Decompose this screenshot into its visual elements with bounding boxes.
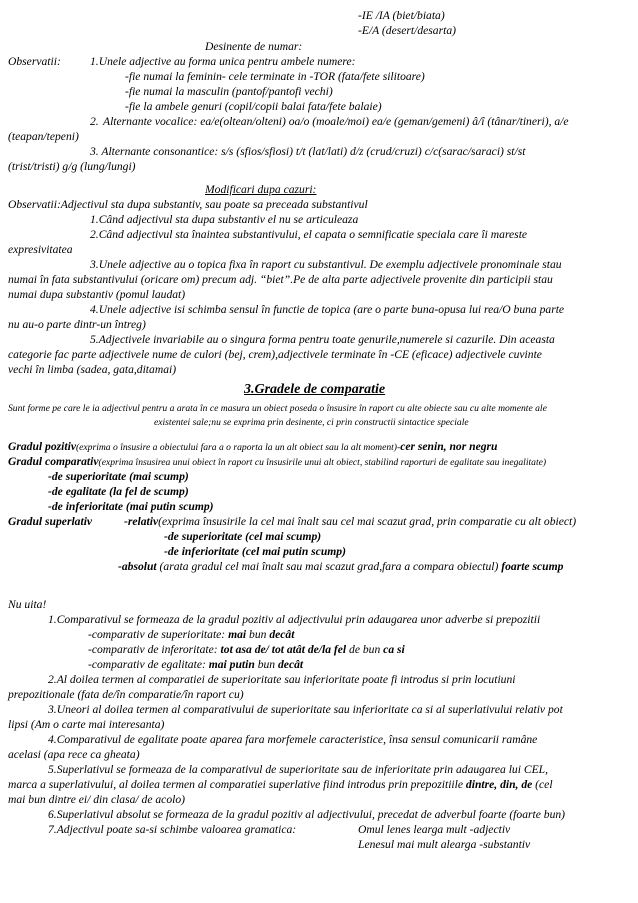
comp-inferioritate-text: -de inferioritate (mai putin scump) (48, 500, 214, 513)
caz-line-5: 5.Adjectivele invariabile au o singura forma pentru toate genurile,numerele si cazurile. Din aceasta (90, 333, 555, 346)
note-7-example-2: Lenesul mai mult alearga -substantiv (358, 838, 531, 851)
section-title: 3.Gradele de comparatie (244, 382, 386, 397)
note-7-example-1: Omul lenes learga mult -adjectiv (358, 823, 511, 836)
note-5-cont2: mai bun dintre ei/ din clasa/ de acolo) (8, 793, 185, 806)
note-1c (88, 658, 303, 672)
comp-superioritate-text: -de superioritate (mai scump) (48, 470, 189, 483)
definition-line-2: existentei sale;nu se exprima prin desinente, ci prin constructii sintactice speciale (154, 417, 469, 428)
caz-line-4-cont: nu au-o parte dintr-un întreg) (8, 318, 146, 331)
sup-rel-superioritate (164, 530, 321, 544)
note-5-cont1-post: (cel (532, 778, 553, 791)
sup-rel-superioritate-text: -de superioritate (cel mai scump) (164, 530, 322, 543)
note-5: 5.Superlativul se formeaza de la comparativul de superioritate sau de inferioritate prin adaugarea lui CEL, (48, 763, 548, 776)
note-1c-bold1: mai putin (208, 658, 255, 671)
line-ea: -E/A (desert/desarta) (358, 24, 456, 37)
note-1b (88, 643, 405, 657)
note-1a-pre: -comparativ de superioritate: (88, 628, 229, 641)
grad-comparativ (8, 455, 546, 470)
caz-line-3-cont2: numai dupa substantiv (pomul laudat) (8, 288, 186, 301)
definition-line-1: Sunt forme pe care le ia adjectivul pentru a arata în ce masura un obiect poseda o însusire în raport cu alte obiecte sau cu alte momente ale (8, 403, 547, 414)
note-5-prepositions: dintre, din, de (465, 778, 533, 791)
note-4-cont: acelasi (apa rece ca gheata) (8, 748, 140, 761)
obs-line-1: 1.Unele adjective au forma unica pentru ambele numere: (90, 55, 356, 68)
obs-line-3-cont: (trist/tristi) g/g (lung/lungi) (8, 160, 136, 173)
obs-line-2: Alternante vocalice: ea/e(oltean/olteni) oa/o (moale/moi) ea/e (geman/gemeni) â/î (tânar/tineri), a/e (103, 115, 569, 128)
note-1b-pre: -comparativ de inferoritate: (88, 643, 221, 656)
note-1b-bold2: ca si (383, 643, 405, 656)
caz-line-3-cont1: numai în fata substantivului (oricare om) precum adj. “biet”.Pe de alta parte adjectivele provenite din participii stau (8, 273, 553, 286)
caz-line-3: 3.Unele adjective au o topica fixa în raport cu substantivul. De exemplu adjectivele pronominale stau (90, 258, 562, 271)
superlativ-relativ-label: -relativ (124, 515, 159, 528)
label-observatii: Observatii: (8, 55, 61, 68)
sup-rel-inferioritate (164, 545, 346, 559)
comp-egalitate (48, 485, 189, 499)
obs-line-1c: -fie la ambele genuri (copil/copii balai fata/fete balaie) (125, 100, 382, 113)
obs-line-3: 3. Alternante consonantice: s/s (sfios/sfiosi) t/t (lat/lati) d/z (crud/cruzi) c/c(sarac/saraci) st/st (90, 145, 526, 158)
grad-pozitiv (8, 440, 497, 455)
grad-pozitiv-desc: (exprima o însusire a obiectului fara a o raporta la un alt obiect sau la alt moment)- (75, 442, 401, 453)
grad-pozitiv-example: cer senin, nor negru (400, 440, 498, 453)
superlativ-absolut (118, 560, 563, 574)
note-1c-pre: -comparativ de egalitate: (88, 658, 209, 671)
heading-modificari: Modificari dupa cazuri: (205, 183, 317, 196)
note-1b-mid: de bun (346, 643, 384, 656)
caz-line-2: 2.Când adjectivul sta înaintea substantivului, el capata o semnificatie speciala care îi mareste (90, 228, 528, 241)
sup-rel-inferioritate-text: -de inferioritate (cel mai putin scump) (164, 545, 346, 558)
note-1c-mid: bun (254, 658, 278, 671)
note-1a (88, 628, 294, 642)
obs-line-2-number: 2. (90, 115, 99, 128)
grad-superlativ-label: Gradul superlativ (8, 515, 93, 528)
superlativ-absolut-desc: (arata gradul cel mai înalt sau mai scazut grad,fara a compara obiectul) (156, 560, 502, 573)
note-1b-bold1: tot asa de/ tot atât de/la fel (220, 643, 347, 656)
line-ie: -IE /IA (biet/biata) (358, 9, 445, 22)
note-5-cont1 (8, 778, 553, 792)
note-1c-bold2: decât (278, 658, 304, 671)
note-1a-bold1: mai (228, 628, 247, 641)
grad-comparativ-label: Gradul comparativ (8, 455, 99, 468)
heading-desinente: Desinente de numar: (205, 40, 303, 53)
obs-line-1a: -fie numai la feminin- cele terminate in -TOR (fata/fete silitoare) (125, 70, 425, 83)
caz-line-4: 4.Unele adjective isi schimba sensul în functie de topica (are o parte buna-opusa lui rea/O buna parte (90, 303, 565, 316)
obs-line-1b: -fie numai la masculin (pantof/pantofi vechi) (125, 85, 333, 98)
caz-line-5-cont1: categorie fac parte adjectivele nume de culori (bej, crem),adjectivele terminate în -CE (eficace) adjectivele cuvinte (8, 348, 542, 361)
caz-line-1: 1.Când adjectivul sta dupa substantiv el nu se articuleaza (90, 213, 359, 226)
obs-line-2-cont: (teapan/tepeni) (8, 130, 79, 143)
comp-egalitate-text: -de egalitate (la fel de scump) (48, 485, 189, 498)
superlativ-absolut-example: foarte scump (501, 560, 564, 573)
note-3: 3.Uneori al doilea termen al comparativului de superioritate sau inferioritate ca si al superlativului relativ pot (48, 703, 563, 716)
note-1a-mid: bun (246, 628, 270, 641)
superlativ-relativ (124, 515, 576, 529)
comp-inferioritate (48, 500, 214, 514)
note-7: 7.Adjectivul poate sa-si schimbe valoarea gramatica: (48, 823, 297, 836)
caz-line-2-cont: expresivitatea (8, 243, 73, 256)
grad-superlativ (8, 515, 92, 529)
note-3-cont: lipsi (Am o carte mai interesanta) (8, 718, 165, 731)
superlativ-relativ-desc: (exprima însusirile la cel mai înalt sau cel mai scazut grad, prin comparatie cu alt obiect) (158, 515, 577, 528)
grad-comparativ-desc: (exprima însusirea unui obiect în raport cu însusirile unui alt obiect, stabilind raporturi de egalitate sau inegalitate) (98, 457, 547, 468)
caz-observatii: Observatii:Adjectivul sta dupa substantiv, sau poate sa preceada substantivul (8, 198, 368, 211)
superlativ-absolut-label: -absolut (118, 560, 157, 573)
note-2: 2.Al doilea termen al comparatiei de superioritate sau inferioritate poate fi introdus si prin locutiuni (48, 673, 516, 686)
note-1: 1.Comparativul se formeaza de la gradul pozitiv al adjectivului prin adaugarea unor adverbe si prepozitii (48, 613, 541, 626)
note-1a-bold2: decât (269, 628, 295, 641)
comp-superioritate (48, 470, 189, 484)
heading-nu-uita: Nu uita! (8, 598, 47, 611)
grad-pozitiv-label: Gradul pozitiv (8, 440, 76, 453)
caz-line-5-cont2: vechi în limba (sadea, gata,ditamai) (8, 363, 177, 376)
note-6: 6.Superlativul absolut se formeaza de la gradul pozitiv al adjectivului, precedat de adverbul foarte (foarte bun) (48, 808, 566, 821)
note-5-cont1-pre: marca a superlativului, al doilea termen al comparatiei superlative fiind introdus prin prepozitiile (8, 778, 466, 791)
note-4: 4.Comparativul de egalitate poate aparea fara morfemele caracteristice, însa sensul comunicarii ramâne (48, 733, 538, 746)
note-2-cont: prepozitionale (fata de/în comparatie/în raport cu) (8, 688, 244, 701)
